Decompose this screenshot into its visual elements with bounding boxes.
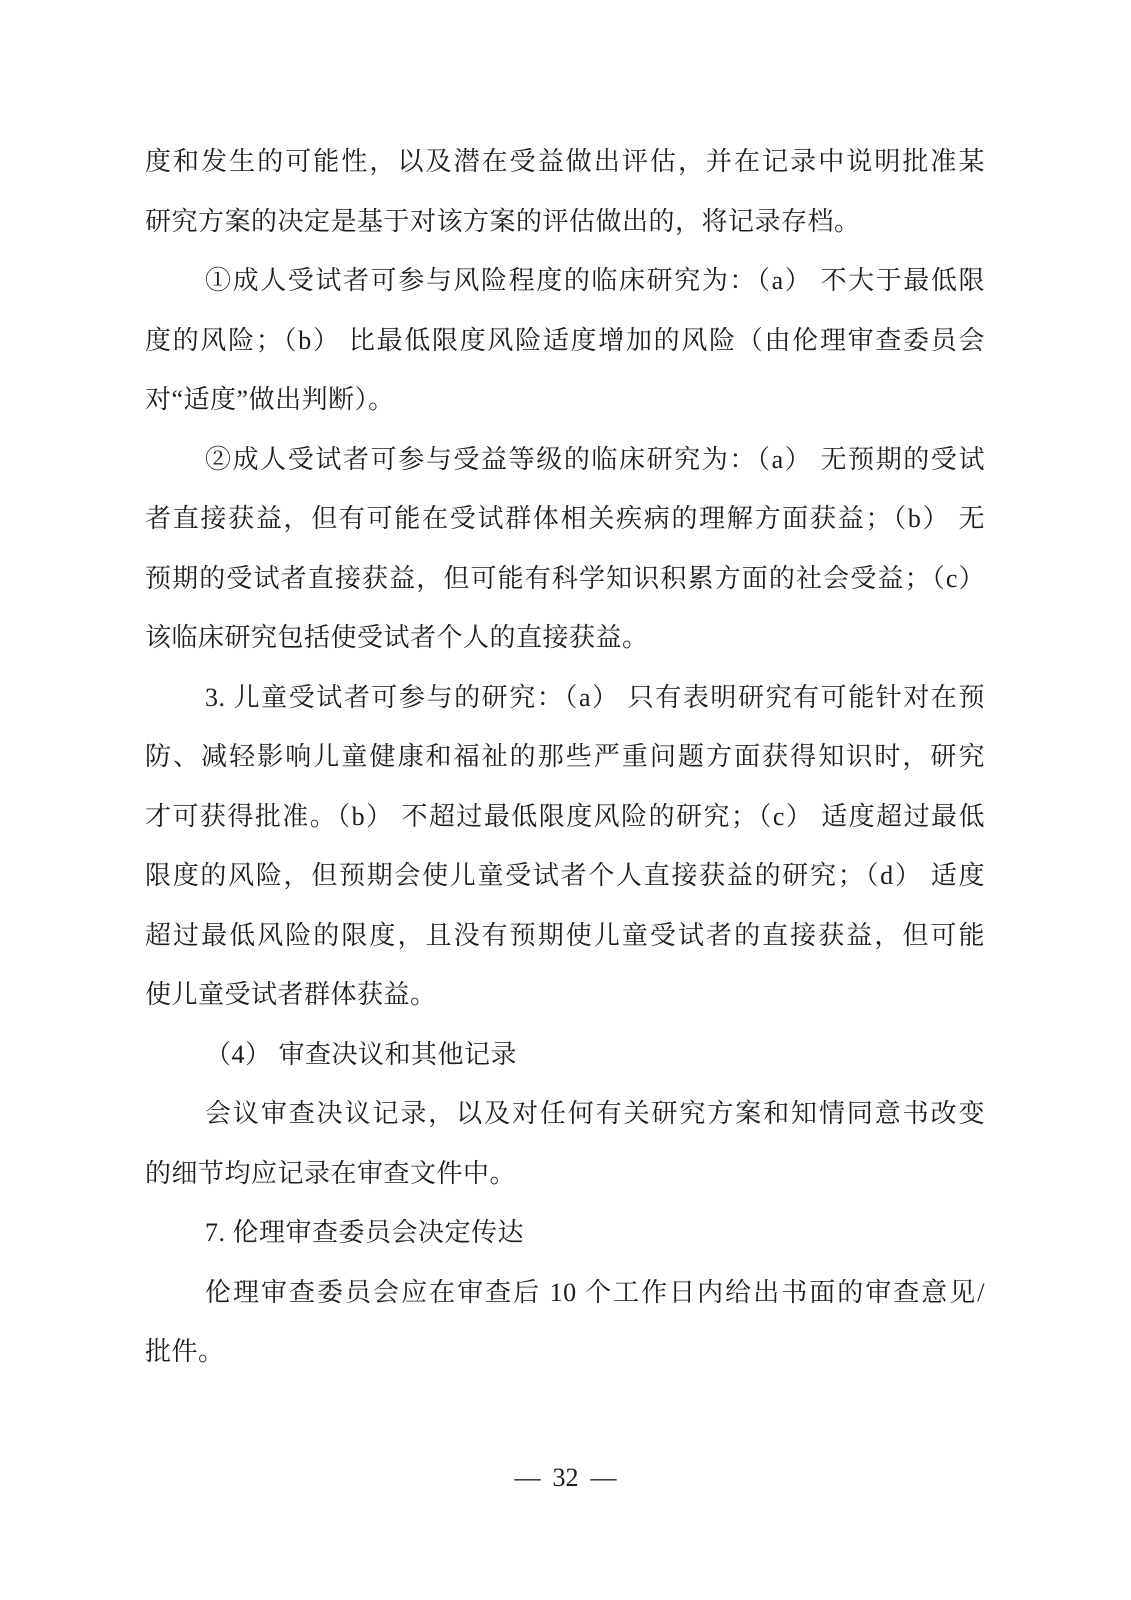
text-line: （4） 审查决议和其他记录 xyxy=(205,1039,518,1069)
text-line: 会议审查决议记录，以及对任何有关研究方案和知情同意书改变 xyxy=(205,1099,985,1128)
text-line: 批件。 xyxy=(145,1337,225,1366)
text-line: 研究方案的决定是基于对该方案的评估做出的，将记录存档。 xyxy=(145,206,861,236)
text-line: 7. 伦理审查委员会决定传达 xyxy=(205,1218,525,1247)
footer-dash-right: — xyxy=(590,1462,617,1492)
text-line: 预期的受试者直接获益，但可能有科学知识积累方面的社会受益；（c） xyxy=(145,563,985,593)
text-line: 对“适度”做出判断）。 xyxy=(145,385,395,414)
page-footer xyxy=(0,1458,1131,1498)
text-line: 3. 儿童受试者可参与的研究：（a） 只有表明研究有可能针对在预 xyxy=(205,682,985,712)
text-line: 度和发生的可能性，以及潜在受益做出评估，并在记录中说明批准某 xyxy=(145,147,985,176)
text-line: 使儿童受试者群体获益。 xyxy=(145,980,437,1009)
text-line: ②成人受试者可参与受益等级的临床研究为：（a） 无预期的受试 xyxy=(205,444,985,474)
page-number: 32 xyxy=(552,1462,579,1492)
text-line: 才可获得批准。（b） 不超过最低限度风险的研究；（c） 适度超过最低 xyxy=(145,801,985,831)
text-line: 防、减轻影响儿童健康和福祉的那些严重问题方面获得知识时，研究 xyxy=(145,742,985,771)
text-line: 该临床研究包括使受试者个人的直接获益。 xyxy=(145,623,649,652)
footer-dash-left: — xyxy=(514,1462,541,1492)
text-line: 限度的风险，但预期会使儿童受试者个人直接获益的研究；（d） 适度 xyxy=(145,861,985,890)
text-line: 的细节均应记录在审查文件中。 xyxy=(145,1158,517,1188)
text-line: ①成人受试者可参与风险程度的临床研究为：（a） 不大于最低限 xyxy=(205,266,985,295)
text-line: 者直接获益，但有可能在受试群体相关疾病的理解方面获益；（b） 无 xyxy=(145,504,985,533)
text-line: 度的风险；（b） 比最低限度风险适度增加的风险（由伦理审查委员会 xyxy=(145,325,985,355)
text-line: 伦理审查委员会应在审查后 10 个工作日内给出书面的审查意见/ xyxy=(205,1277,985,1307)
text-line: 超过最低风险的限度，且没有预期使儿童受试者的直接获益，但可能 xyxy=(145,920,985,950)
